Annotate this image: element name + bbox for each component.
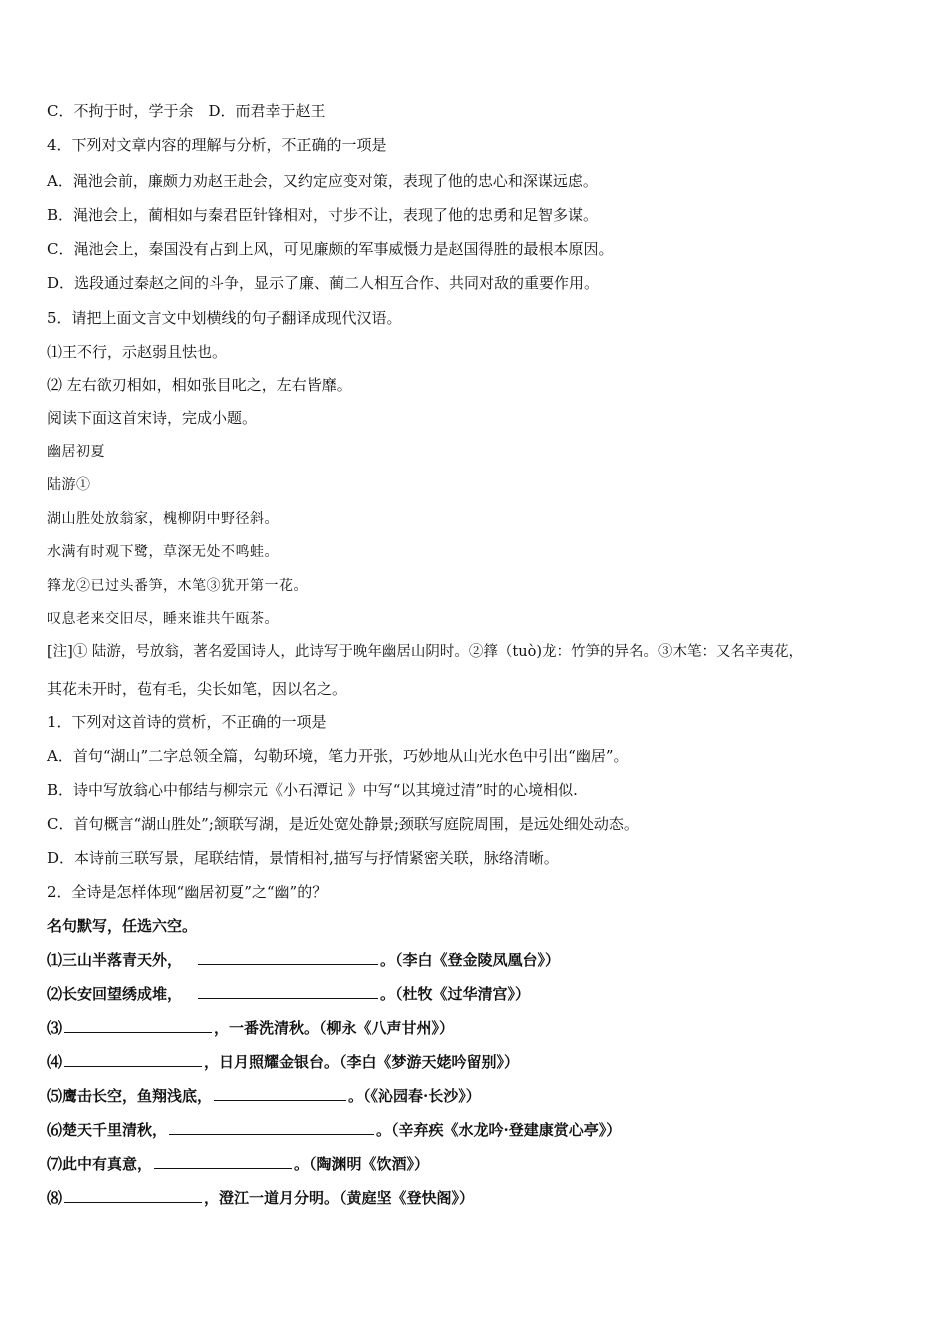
answer-blank[interactable] <box>64 1052 202 1067</box>
poem-intro: 阅读下面这首宋诗，完成小题。 <box>47 409 258 427</box>
poem-q1-option-c: C．首句概言“湖山胜处”;颔联写湖，是近处宽处静景;颈联写庭院周围，是远处细处动态。 <box>47 815 639 833</box>
dictation-suffix: 。（杜牧《过华清宫》） <box>380 985 531 1003</box>
dictation-prefix: ⑴三山半落青天外， <box>47 951 183 969</box>
dictation-prefix: ⑺此中有真意， <box>47 1155 153 1173</box>
dictation-item <box>47 984 530 1004</box>
dictation-item <box>47 1154 429 1174</box>
q5-sentence-2: ⑵ 左右欲刃相如，相如张目叱之，左右皆靡。 <box>47 376 352 394</box>
answer-blank[interactable] <box>64 1188 202 1203</box>
dictation-item <box>47 1188 474 1208</box>
dictation-item <box>47 1018 454 1038</box>
q4-stem: 4．下列对文章内容的理解与分析，不正确的一项是 <box>47 136 387 154</box>
poem-title: 幽居初夏 <box>47 444 105 460</box>
poem-q1-option-d: D．本诗前三联写景，尾联结情，景情相衬,描写与抒情紧密关联，脉络清晰。 <box>47 849 559 867</box>
dictation-suffix: ，日月照耀金银台。（李白《梦游天姥吟留别》） <box>204 1053 520 1071</box>
answer-blank[interactable] <box>169 1120 374 1135</box>
dictation-suffix: ，一番洗清秋。（柳永《八声甘州》） <box>214 1019 455 1037</box>
answer-blank[interactable] <box>64 1018 212 1033</box>
poem-line: 水满有时观下鹭，草深无处不鸣蛙。 <box>47 544 279 560</box>
dictation-prefix: ⑶ <box>47 1019 63 1037</box>
q3-options-cd: C．不拘于时，学于余 D．而君幸于赵王 <box>47 102 326 120</box>
dictation-prefix: ⑸鹰击长空，鱼翔浅底， <box>47 1087 213 1105</box>
dictation-item <box>47 950 560 970</box>
q4-option-a: A．渑池会前，廉颇力劝赵王赴会，又约定应变对策，表现了他的忠心和深谋远虑。 <box>47 172 598 190</box>
answer-blank[interactable] <box>154 1154 292 1169</box>
dictation-prefix: ⑹楚天千里清秋， <box>47 1121 168 1139</box>
dictation-suffix: 。（《沁园春·长沙》） <box>348 1087 481 1105</box>
q4-option-d: D．选段通过秦赵之间的斗争，显示了廉、蔺二人相互合作、共同对敌的重要作用。 <box>47 274 600 292</box>
dictation-item <box>47 1086 481 1106</box>
poem-q1-option-b: B．诗中写放翁心中郁结与柳宗元《小石潭记 》中写“以其境过清”时的心境相似. <box>47 781 578 799</box>
dictation-prefix: ⑷ <box>47 1053 63 1071</box>
poem-q1-option-a: A．首句“湖山”二字总领全篇，勾勒环境，笔力开张，巧妙地从山光水色中引出“幽居”。 <box>47 747 629 765</box>
poem-note-line-2: 其花未开时，苞有毛，尖长如笔，因以名之。 <box>47 680 348 698</box>
poem-line: 叹息老来交旧尽，睡来谁共午瓯茶。 <box>47 611 279 627</box>
dictation-heading: 名句默写，任选六空。 <box>47 917 198 935</box>
answer-blank[interactable] <box>198 950 378 965</box>
dictation-suffix: ，澄江一道月分明。（黄庭坚《登快阁》） <box>204 1189 475 1207</box>
poem-q1-stem: 1．下列对这首诗的赏析，不正确的一项是 <box>47 713 327 731</box>
q4-option-c: C．渑池会上，秦国没有占到上风，可见廉颇的军事威慑力是赵国得胜的最根本原因。 <box>47 240 614 258</box>
dictation-suffix: 。（李白《登金陵凤凰台》） <box>380 951 561 969</box>
dictation-prefix: ⑻ <box>47 1189 63 1207</box>
dictation-suffix: 。（辛弃疾《水龙吟·登建康赏心亭》） <box>376 1121 622 1139</box>
dictation-prefix: ⑵长安回望绣成堆， <box>47 985 183 1003</box>
poem-author: 陆游① <box>47 477 91 493</box>
dictation-suffix: 。（陶渊明《饮酒》） <box>294 1155 430 1173</box>
dictation-item <box>47 1120 621 1140</box>
q5-sentence-1: ⑴王不行，示赵弱且怯也。 <box>47 343 228 361</box>
q5-stem: 5．请把上面文言文中划横线的句子翻译成现代汉语。 <box>47 309 402 327</box>
poem-note-line-1: [注]① 陆游，号放翁，著名爱国诗人，此诗写于晚年幽居山阴时。②箨（tuò)龙：竹笋的异名。③木笔：又名辛夷花， <box>47 644 803 660</box>
q4-option-b: B．渑池会上，蔺相如与秦君臣针锋相对，寸步不让，表现了他的忠勇和足智多谋。 <box>47 206 599 224</box>
answer-blank[interactable] <box>198 984 378 999</box>
answer-blank[interactable] <box>214 1086 346 1101</box>
poem-line: 湖山胜处放翁家，槐柳阴中野径斜。 <box>47 511 279 527</box>
poem-line: 箨龙②已过头番笋，木笔③犹开第一花。 <box>47 578 308 594</box>
poem-q2-stem: 2．全诗是怎样体现“幽居初夏”之“幽”的？ <box>47 883 328 901</box>
dictation-item <box>47 1052 519 1072</box>
